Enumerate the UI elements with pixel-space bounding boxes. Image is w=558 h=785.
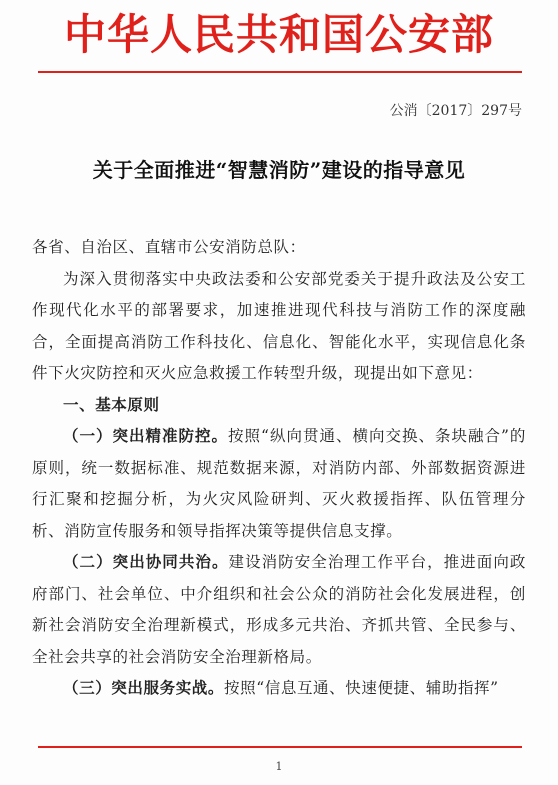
- salutation: 各省、自治区、直辖市公安消防总队：: [32, 238, 306, 256]
- document-number: 公消〔2017〕297号: [389, 103, 522, 119]
- principle-label-3: （三）突出服务实战。: [63, 679, 225, 697]
- principle-paragraph-1: [32, 421, 526, 547]
- principle-text-2: 建设消防安全治理工作平台，推进面向政府部门、社会单位、中介组织和社会公众的消防社会化发展进程，创新社会消防安全治理新模式，形成多元共治、齐抓共管、全民参与、全社会共享的社会消防安全治理新格局。: [32, 553, 526, 666]
- page-number: 1: [275, 760, 283, 773]
- red-separator-line-bottom: [38, 746, 522, 748]
- red-separator-line-top: [38, 71, 522, 73]
- principle-paragraph-3: [32, 673, 526, 705]
- section-heading: 一、基本原则: [63, 395, 160, 414]
- principle-text-1: 按照“纵向贯通、横向交换、条块融合”的原则，统一数据标准、规范数据来源，对消防内部、外部数据资源进行汇聚和挖掘分析，为火灾风险研判、灭火救援指挥、队伍管理分析、消防宣传服务和领导指挥决策等提供信息支撑。: [32, 427, 526, 540]
- principle-text-3: 按照“信息互通、快速便捷、辅助指挥”: [224, 679, 499, 697]
- intro-paragraph: 为深入贯彻落实中央政法委和公安部党委关于提升政法及公安工作现代化水平的部署要求，加速推进现代科技与消防工作的深度融合，全面提高消防工作科技化、信息化、智能化水平，实现信息化条件下火灾防控和灭火应急救援工作转型升级，现提出如下意见：: [32, 269, 526, 382]
- document-title: 关于全面推进“智慧消防”建设的指导意见: [92, 158, 466, 182]
- issuing-organization-header: 中华人民共和国公安部: [63, 10, 494, 59]
- principle-paragraph-2: [32, 547, 526, 673]
- document-body: [32, 232, 526, 705]
- principle-label-1: （一）突出精准防控。: [63, 427, 229, 445]
- principle-label-2: （二）突出协同共治。: [63, 553, 229, 571]
